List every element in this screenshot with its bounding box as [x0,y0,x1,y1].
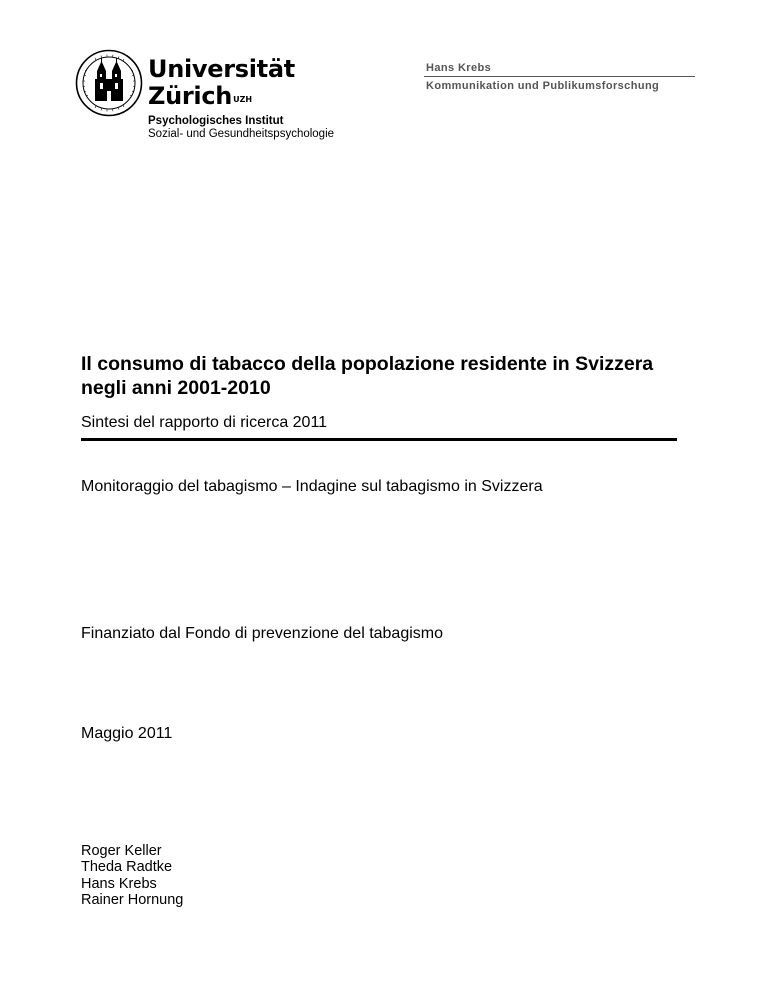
date-line: Maggio 2011 [81,725,173,742]
funding-line: Finanziato dal Fondo di prevenzione del tabagismo [81,625,444,642]
institute-name: Psychologisches Institut [148,115,284,127]
document-subtitle: Sintesi del rapporto di ricerca 2011 [81,414,328,431]
university-name-line2: Zürich$^{UZH}$ [148,82,253,110]
program-line: Monitoraggio del tabagismo – Indagine sul tabagismo in Svizzera [81,478,543,495]
author-list [81,843,183,909]
university-name-line1: Universität [148,55,295,83]
uzh-mark: UZH [233,95,253,104]
author-name: Theda Radtke [81,859,173,876]
university-name [148,56,295,110]
document-title: Il consumo di tabacco della popolazione residente in Svizzera negli anni 2001-2010 [81,353,654,399]
author-name: Roger Keller [81,843,162,859]
title-divider [81,438,677,441]
author-name: Rainer Hornung [81,892,184,909]
header-author-affiliation: Kommunikation und Publikumsforschung [426,80,660,92]
department-name: Sozial- und Gesundheitspsychologie [148,128,335,140]
author-name: Hans Krebs [81,875,157,892]
header-divider [424,76,695,77]
header-author-name: Hans Krebs [426,62,492,74]
university-seal-icon [75,49,143,117]
